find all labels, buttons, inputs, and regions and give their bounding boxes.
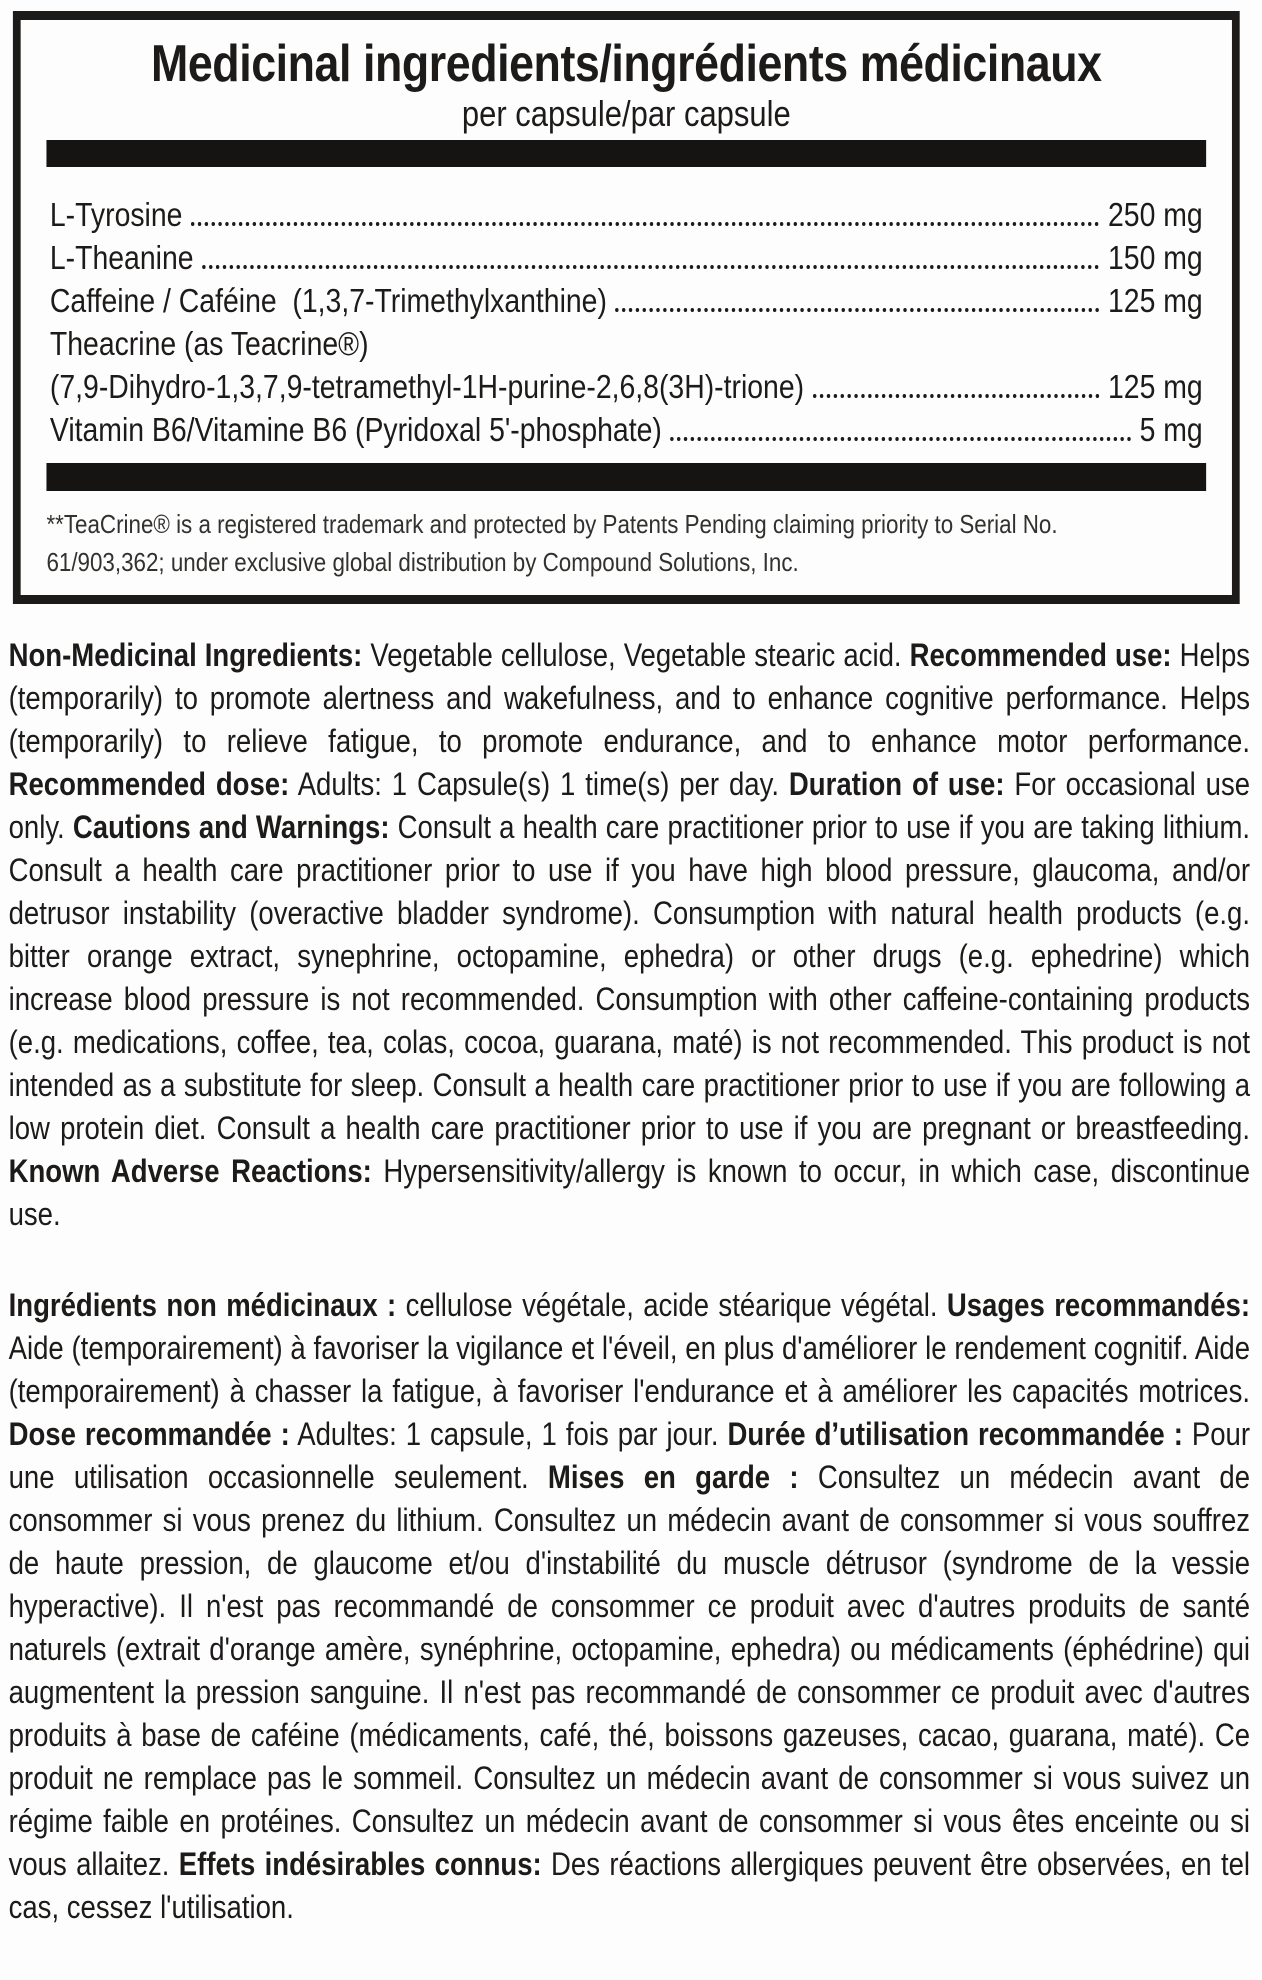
ingredient-amount: 250 mg <box>1107 196 1203 233</box>
text-run: Aide (temporairement) à favoriser la vigilance et l'éveil, en plus d'améliorer le rendement cognitif. Aide (temporairement) à chasser la fatigue, à favoriser l'endurance et à améliorer les capacités motrices. <box>8 1330 1251 1409</box>
ingredient-name: L-Tyrosine <box>49 196 183 233</box>
bold-run: Cautions and Warnings: <box>72 809 390 845</box>
dotted-leader <box>616 308 1100 312</box>
text-run: Consult a health care practitioner prior to use if you are taking lithium. Consult a health care practitioner prior to use if you have high blood pressure, glaucoma, and/or detrusor instability (overactive bladder syndrome). Consumption with natural health products (e.g. bitter orange extract, synephrine, octopamine, ephedra) or other drugs (e.g. ephedrine) which increase blood pressure is not recommended. Consumption with other caffeine-containing products (e.g. medications, coffee, tea, colas, cocoa, guarana, maté) is not recommended. This product is not intended as a substitute for sleep. Consult a health care practitioner prior to use if you are following a low protein diet. Consult a health care practitioner prior to use if you are pregnant or breastfeeding. <box>8 809 1251 1146</box>
text-run: Vegetable cellulose, Vegetable stearic acid. <box>362 637 910 673</box>
ingredient-row <box>50 408 1203 451</box>
ingredient-row <box>50 365 1203 408</box>
text-run: Des réactions allergiques peuvent être observées, en tel cas, cessez l'utilisation. <box>8 1846 1251 1925</box>
ingredient-name: Caffeine / Caféine (1,3,7-Trimethylxanthine) <box>49 282 607 319</box>
medicinal-ingredients-panel <box>13 11 1240 604</box>
ingredients-list <box>46 193 1206 451</box>
ingredient-name: L-Theanine <box>49 239 194 276</box>
dotted-leader <box>670 437 1131 441</box>
divider-bar-top <box>46 140 1206 167</box>
text-run: Consultez un médecin avant de consommer si vous prenez du lithium. Consultez un médecin avant de consommer si vous souffrez de haute pression, de glaucome et/ou d'instabilité du muscle détrusor (syndrome de la vessie hyperactive). Il n'est pas recommandé de consommer ce produit avec d'autres produits de santé naturels (extrait d'orange amère, synéphrine, octopamine, ephedra) ou médicaments (éphédrine) qui augmentent la pression sanguine. Il n'est pas recommandé de consommer ce produit avec d'autres produits à base de caféine (médicaments, café, thé, boissons gazeuses, cacao, guarana, maté). Ce produit ne remplace pas le sommeil. Consultez un médecin avant de consommer si vous suivez un régime faible en protéines. Consultez un médecin avant de consommer si vous êtes enceinte ou si vous allaitez. <box>8 1459 1251 1882</box>
dotted-leader <box>813 394 1100 398</box>
bold-run: Ingrédients non médicinaux : <box>8 1287 397 1323</box>
bold-run: Non-Medicinal Ingredients: <box>8 637 363 673</box>
ingredient-row <box>50 236 1203 279</box>
text-run: Hypersensitivity/allergy is known to occur, in which case, discontinue use. <box>8 1153 1251 1232</box>
text-run: Helps (temporarily) to promote alertness and wakefulness, and to enhance cognitive performance. Helps (temporarily) to relieve fatigue, to promote endurance, and to enhance motor performance. <box>8 637 1251 759</box>
panel-title: Medicinal ingredients/ingrédients médicinaux <box>151 35 1102 93</box>
english-directions-paragraph <box>9 634 1250 1236</box>
bold-run: Usages recommandés: <box>946 1287 1251 1323</box>
divider-bar-bottom <box>46 463 1206 491</box>
ingredient-row <box>50 193 1203 236</box>
bold-run: Recommended dose: <box>8 766 290 802</box>
ingredient-amount: 150 mg <box>1107 239 1203 276</box>
bold-run: Durée d’utilisation recommandée : <box>727 1416 1183 1452</box>
bold-run: Mises en garde : <box>547 1459 799 1495</box>
ingredient-name: Theacrine (as Teacrine®) <box>49 325 369 362</box>
french-directions-paragraph <box>9 1284 1250 1929</box>
text-run: cellulose végétale, acide stéarique végétal. <box>396 1287 947 1323</box>
ingredient-amount: 125 mg <box>1107 368 1203 405</box>
bold-run: Recommended use: <box>909 637 1172 673</box>
ingredient-row <box>50 279 1203 322</box>
bold-run: Dose recommandée : <box>8 1416 290 1452</box>
bold-run: Known Adverse Reactions: <box>8 1153 372 1189</box>
dotted-leader <box>191 222 1099 226</box>
panel-subtitle: per capsule/par capsule <box>461 93 791 134</box>
bold-run: Duration of use: <box>788 766 1005 802</box>
trademark-note: **TeaCrine® is a registered trademark and protected by Patents Pending claiming priority to Serial No. 61/903,362; under exclusive global distribution by Compound Solutions, Inc. <box>46 509 1058 577</box>
text-run: Adultes: 1 capsule, 1 fois par jour. <box>289 1416 728 1452</box>
text-run: Pour une utilisation occasionnelle seulement. <box>8 1416 1251 1495</box>
ingredient-row <box>50 322 1203 365</box>
bold-run: Effets indésirables connus: <box>178 1846 542 1882</box>
text-run: Adults: 1 Capsule(s) 1 time(s) per day. <box>289 766 789 802</box>
ingredient-name: Vitamin B6/Vitamine B6 (Pyridoxal 5'-phosphate) <box>49 411 662 448</box>
ingredient-amount: 5 mg <box>1139 411 1203 448</box>
label-content <box>0 11 1262 1929</box>
ingredient-name: (7,9-Dihydro-1,3,7,9-tetramethyl-1H-purine-2,6,8(3H)-trione) <box>49 368 805 405</box>
ingredient-amount: 125 mg <box>1107 282 1203 319</box>
dotted-leader <box>202 265 1099 269</box>
text-run: For occasional use only. <box>8 766 1251 845</box>
